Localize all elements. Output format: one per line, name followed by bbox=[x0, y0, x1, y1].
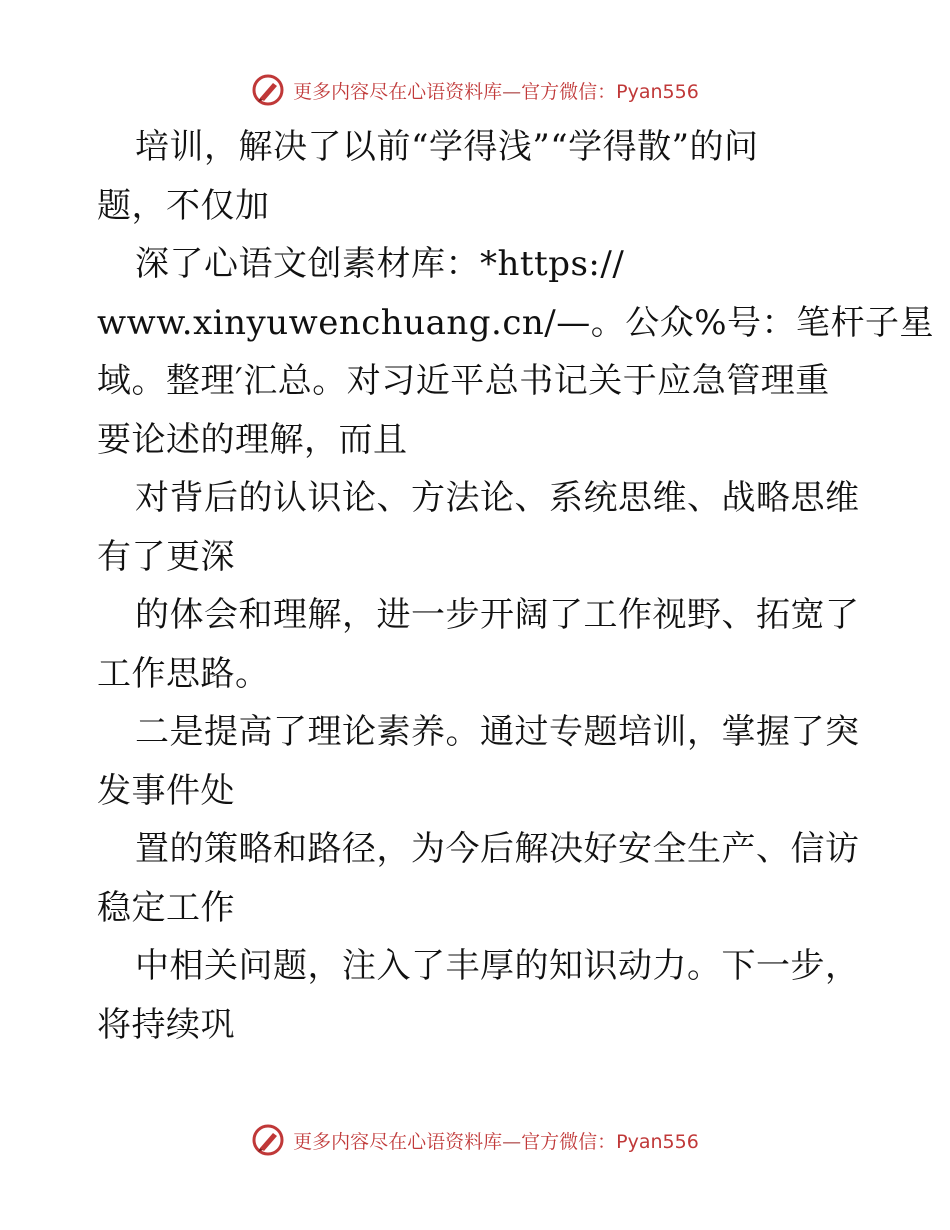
banner-main-text: 更多内容尽在心语资料库 bbox=[293, 80, 503, 103]
banner-text bbox=[293, 77, 699, 104]
footer-banner bbox=[0, 1120, 950, 1160]
text-line: 要论述的理解，而且 bbox=[97, 419, 408, 460]
text-line: 二是提高了理论素养。通过专题培训，掌握了突 bbox=[135, 712, 860, 752]
text-line: 对背后的认识论、方法论、系统思维、战略思维 bbox=[135, 478, 860, 518]
text-line: 置的策略和路径，为今后解决好安全生产、信访 bbox=[135, 829, 860, 869]
header-banner bbox=[0, 70, 950, 110]
text-line: 培训，解决了以前“学得浅”“学得散”的问 bbox=[135, 127, 759, 167]
banner-main-text: 更多内容尽在心语资料库 bbox=[293, 1130, 503, 1153]
text-line: 题，不仅加 bbox=[97, 185, 270, 226]
pen-logo-icon bbox=[251, 73, 285, 107]
banner-contact-text: 官方微信：Pyan556 bbox=[521, 80, 699, 103]
text-line: 将持续巩 bbox=[97, 1004, 235, 1045]
banner-separator: — bbox=[502, 1130, 522, 1153]
text-line: 深了心语文创素材库：*https:// bbox=[135, 244, 625, 284]
text-line: www.xinyuwenchuang.cn/—。公众%号：笔杆子星 bbox=[97, 302, 935, 343]
banner-separator: — bbox=[502, 80, 522, 103]
text-line: 中相关问题，注入了丰厚的知识动力。下一步， bbox=[135, 946, 860, 986]
text-line: 有了更深 bbox=[97, 536, 235, 577]
pen-logo-icon bbox=[251, 1123, 285, 1157]
text-line: 的体会和理解，进一步开阔了工作视野、拓宽了 bbox=[135, 595, 860, 635]
text-line: 稳定工作 bbox=[97, 887, 235, 928]
text-line: 域。整理′汇总。对习近平总书记关于应急管理重 bbox=[97, 361, 830, 401]
banner-contact-text: 官方微信：Pyan556 bbox=[521, 1130, 699, 1153]
text-line: 工作思路。 bbox=[97, 653, 270, 694]
text-line: 发事件处 bbox=[97, 770, 235, 811]
document-body bbox=[97, 118, 935, 1054]
banner-text bbox=[293, 1127, 699, 1154]
